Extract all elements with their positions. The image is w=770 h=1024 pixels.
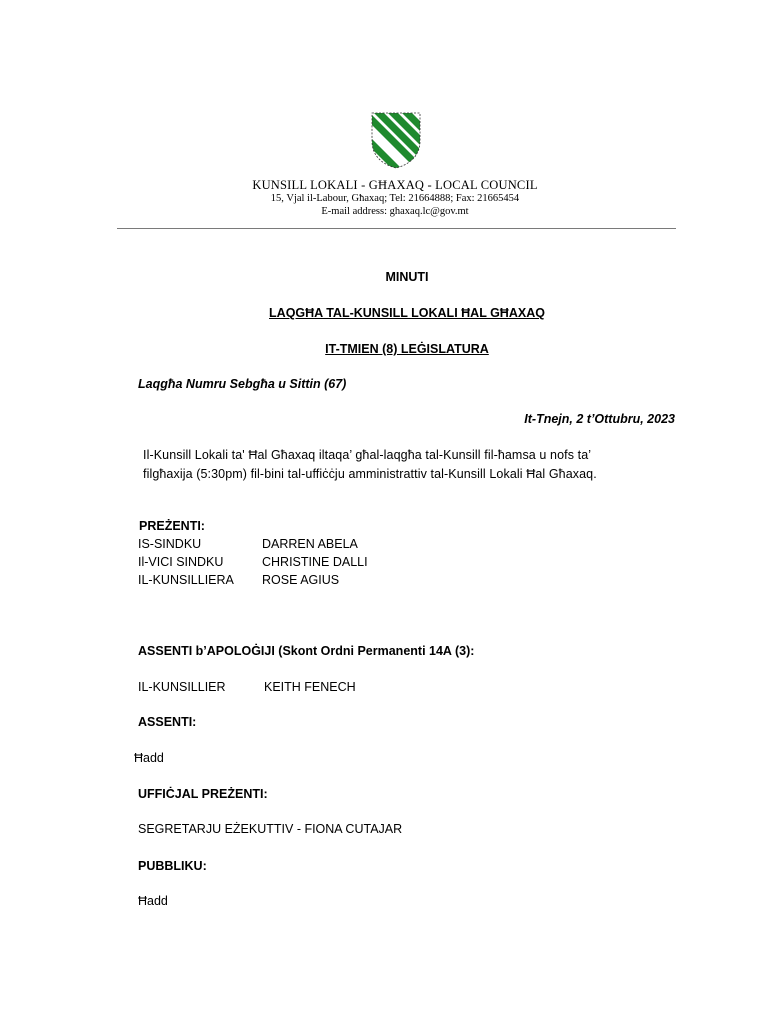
intro-paragraph <box>143 446 673 484</box>
present-name: DARREN ABELA <box>262 537 358 551</box>
intro-line-2: filgħaxija (5:30pm) fil-bini tal-uffiċċju amministrattiv tal-Kunsill Lokali Ħal Għaxaq. <box>143 467 597 481</box>
letterhead-divider <box>117 228 676 229</box>
apologies-role: IL-KUNSILLIER <box>138 680 226 694</box>
present-name: CHRISTINE DALLI <box>262 555 368 569</box>
council-email: E-mail address: ghaxaq.lc@gov.mt <box>321 206 469 217</box>
document-title: MINUTI <box>385 270 429 284</box>
council-name: KUNSILL LOKALI - GĦAXAQ - LOCAL COUNCIL <box>252 178 538 192</box>
present-heading: PREŻENTI: <box>139 519 205 533</box>
intro-line-1: Il-Kunsill Lokali ta' Ħal Għaxaq iltaqa’ għal-laqgħa tal-Kunsill fil-ħamsa u nofs ta’ <box>143 448 592 462</box>
absent-value: Ħadd <box>134 751 164 765</box>
council-crest-logo <box>370 111 422 169</box>
legislature-title: IT-TMIEN (8) LEĠISLATURA <box>325 342 489 356</box>
present-name: ROSE AGIUS <box>262 573 340 587</box>
present-role: Il-VICI SINDKU <box>138 555 224 569</box>
apologies-heading: ASSENTI b’APOLOĠIJI (Skont Ordni Permanenti 14A (3): <box>138 644 475 658</box>
present-role: IS-SINDKU <box>138 537 202 551</box>
absent-heading: ASSENTI: <box>138 715 197 729</box>
apologies-name: KEITH FENECH <box>264 680 356 694</box>
meeting-date: It-Tnejn, 2 t’Ottubru, 2023 <box>524 412 675 426</box>
council-address: 15, Vjal il-Labour, Għaxaq; Tel: 21664888; Fax: 21665454 <box>270 193 520 204</box>
public-heading: PUBBLIKU: <box>138 859 207 873</box>
public-value: Ħadd <box>138 894 168 908</box>
meeting-number: Laqgħa Numru Sebgħa u Sittin (67) <box>138 377 347 391</box>
officials-heading: UFFIĊJAL PREŻENTI: <box>138 787 268 801</box>
present-role: IL-KUNSILLIERA <box>138 573 234 587</box>
crest-shield-icon <box>370 111 422 169</box>
meeting-title: LAQGĦA TAL-KUNSILL LOKALI ĦAL GĦAXAQ <box>269 306 545 320</box>
officials-value: SEGRETARJU EŻEKUTTIV - FIONA CUTAJAR <box>138 822 403 836</box>
